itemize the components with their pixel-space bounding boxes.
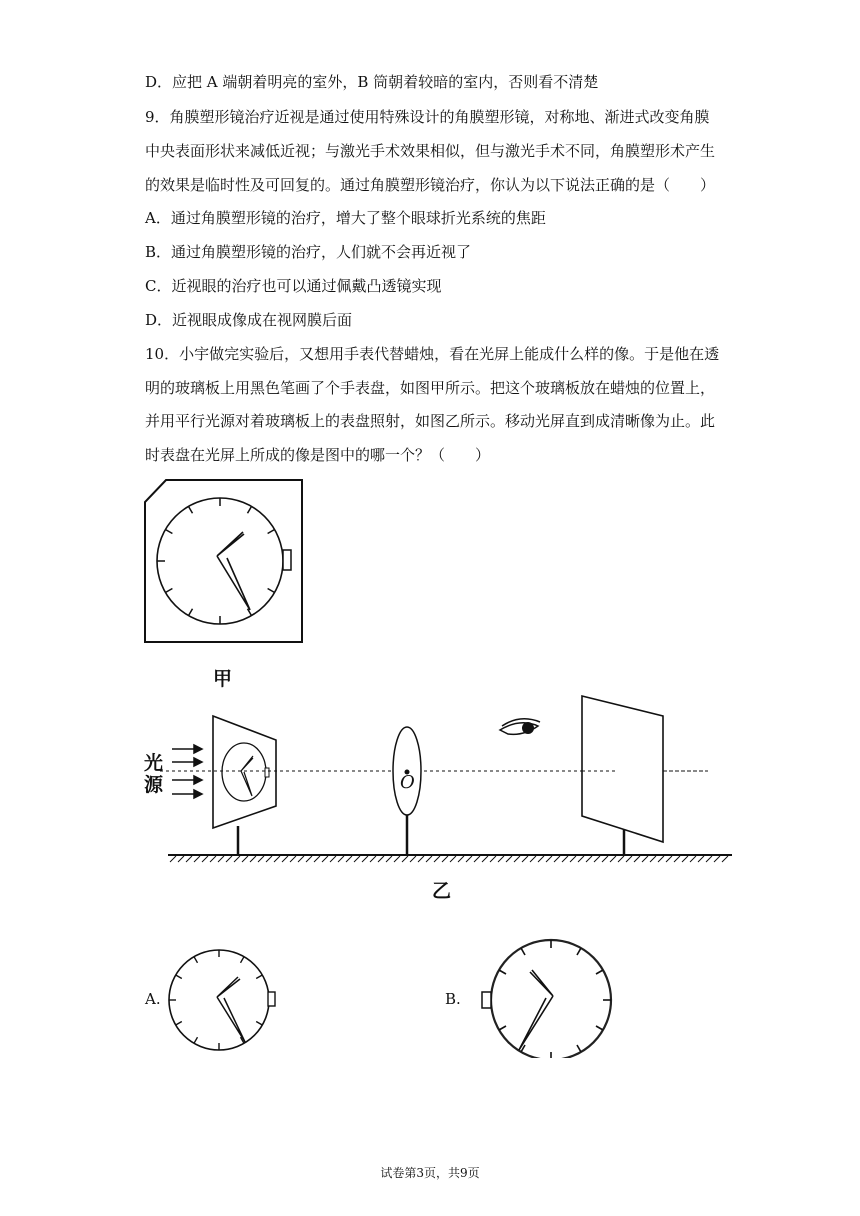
ground-hatching [170,856,728,862]
light-source-label-2: 源 [144,774,164,796]
q9-option-d: D．近视眼成像成在视网膜后面 [145,311,353,329]
q10-stem-line-2: 明的玻璃板上用黑色笔画了个手表盘，如图甲所示。把这个玻璃板放在蜡烛的位置上， [145,379,716,397]
q8-option-d: D．应把 A 端朝着明亮的室外，B 筒朝着较暗的室内，否则看不清楚 [145,73,599,91]
figure-yi-label: 乙 [432,880,452,902]
figure-yi-optical-bench [140,692,740,864]
q9-stem-line-2: 中央表面形状来减低近视；与激光手术效果相似，但与激光手术不同，角膜塑形术产生 [145,142,716,160]
q9-option-a: A．通过角膜塑形镜的治疗，增大了整个眼球折光系统的焦距 [145,209,546,227]
figure-jia-label: 甲 [213,668,233,690]
option-b-label: B. [445,990,461,1008]
q9-stem-line-1: 9．角膜塑形镜治疗近视是通过使用特殊设计的角膜塑形镜，对称地、渐进式改变角膜 [145,108,710,126]
q10-stem-line-4: 时表盘在光屏上所成的像是图中的哪一个？（ ） [145,446,491,464]
q9-stem-line-3: 的效果是临时性及可回复的。通过角膜塑形镜治疗，你认为以下说法正确的是（ ） [145,176,716,194]
light-screen [582,696,663,842]
q10-stem-line-1: 10．小宇做完实验后，又想用手表代替蜡烛，看在光屏上能成什么样的像。于是他在透 [145,345,720,363]
option-a-label: A. [145,990,161,1008]
eye-icon [500,719,540,735]
figure-jia-watch-plate [140,476,310,648]
q10-stem-line-3: 并用平行光源对着玻璃板上的表盘照射，如图乙所示。移动光屏直到成清晰像为止。此 [145,412,716,430]
option-a-watch [162,944,286,1056]
light-source-label-1: 光 [144,752,164,774]
page-footer: 试卷第3页，共9页 [380,1166,480,1180]
lens-label: O [400,772,415,793]
q9-option-b: B．通过角膜塑形镜的治疗，人们就不会再近视了 [145,243,472,261]
option-b-watch [476,938,620,1058]
q9-option-c: C．近视眼的治疗也可以通过佩戴凸透镜实现 [145,277,442,295]
